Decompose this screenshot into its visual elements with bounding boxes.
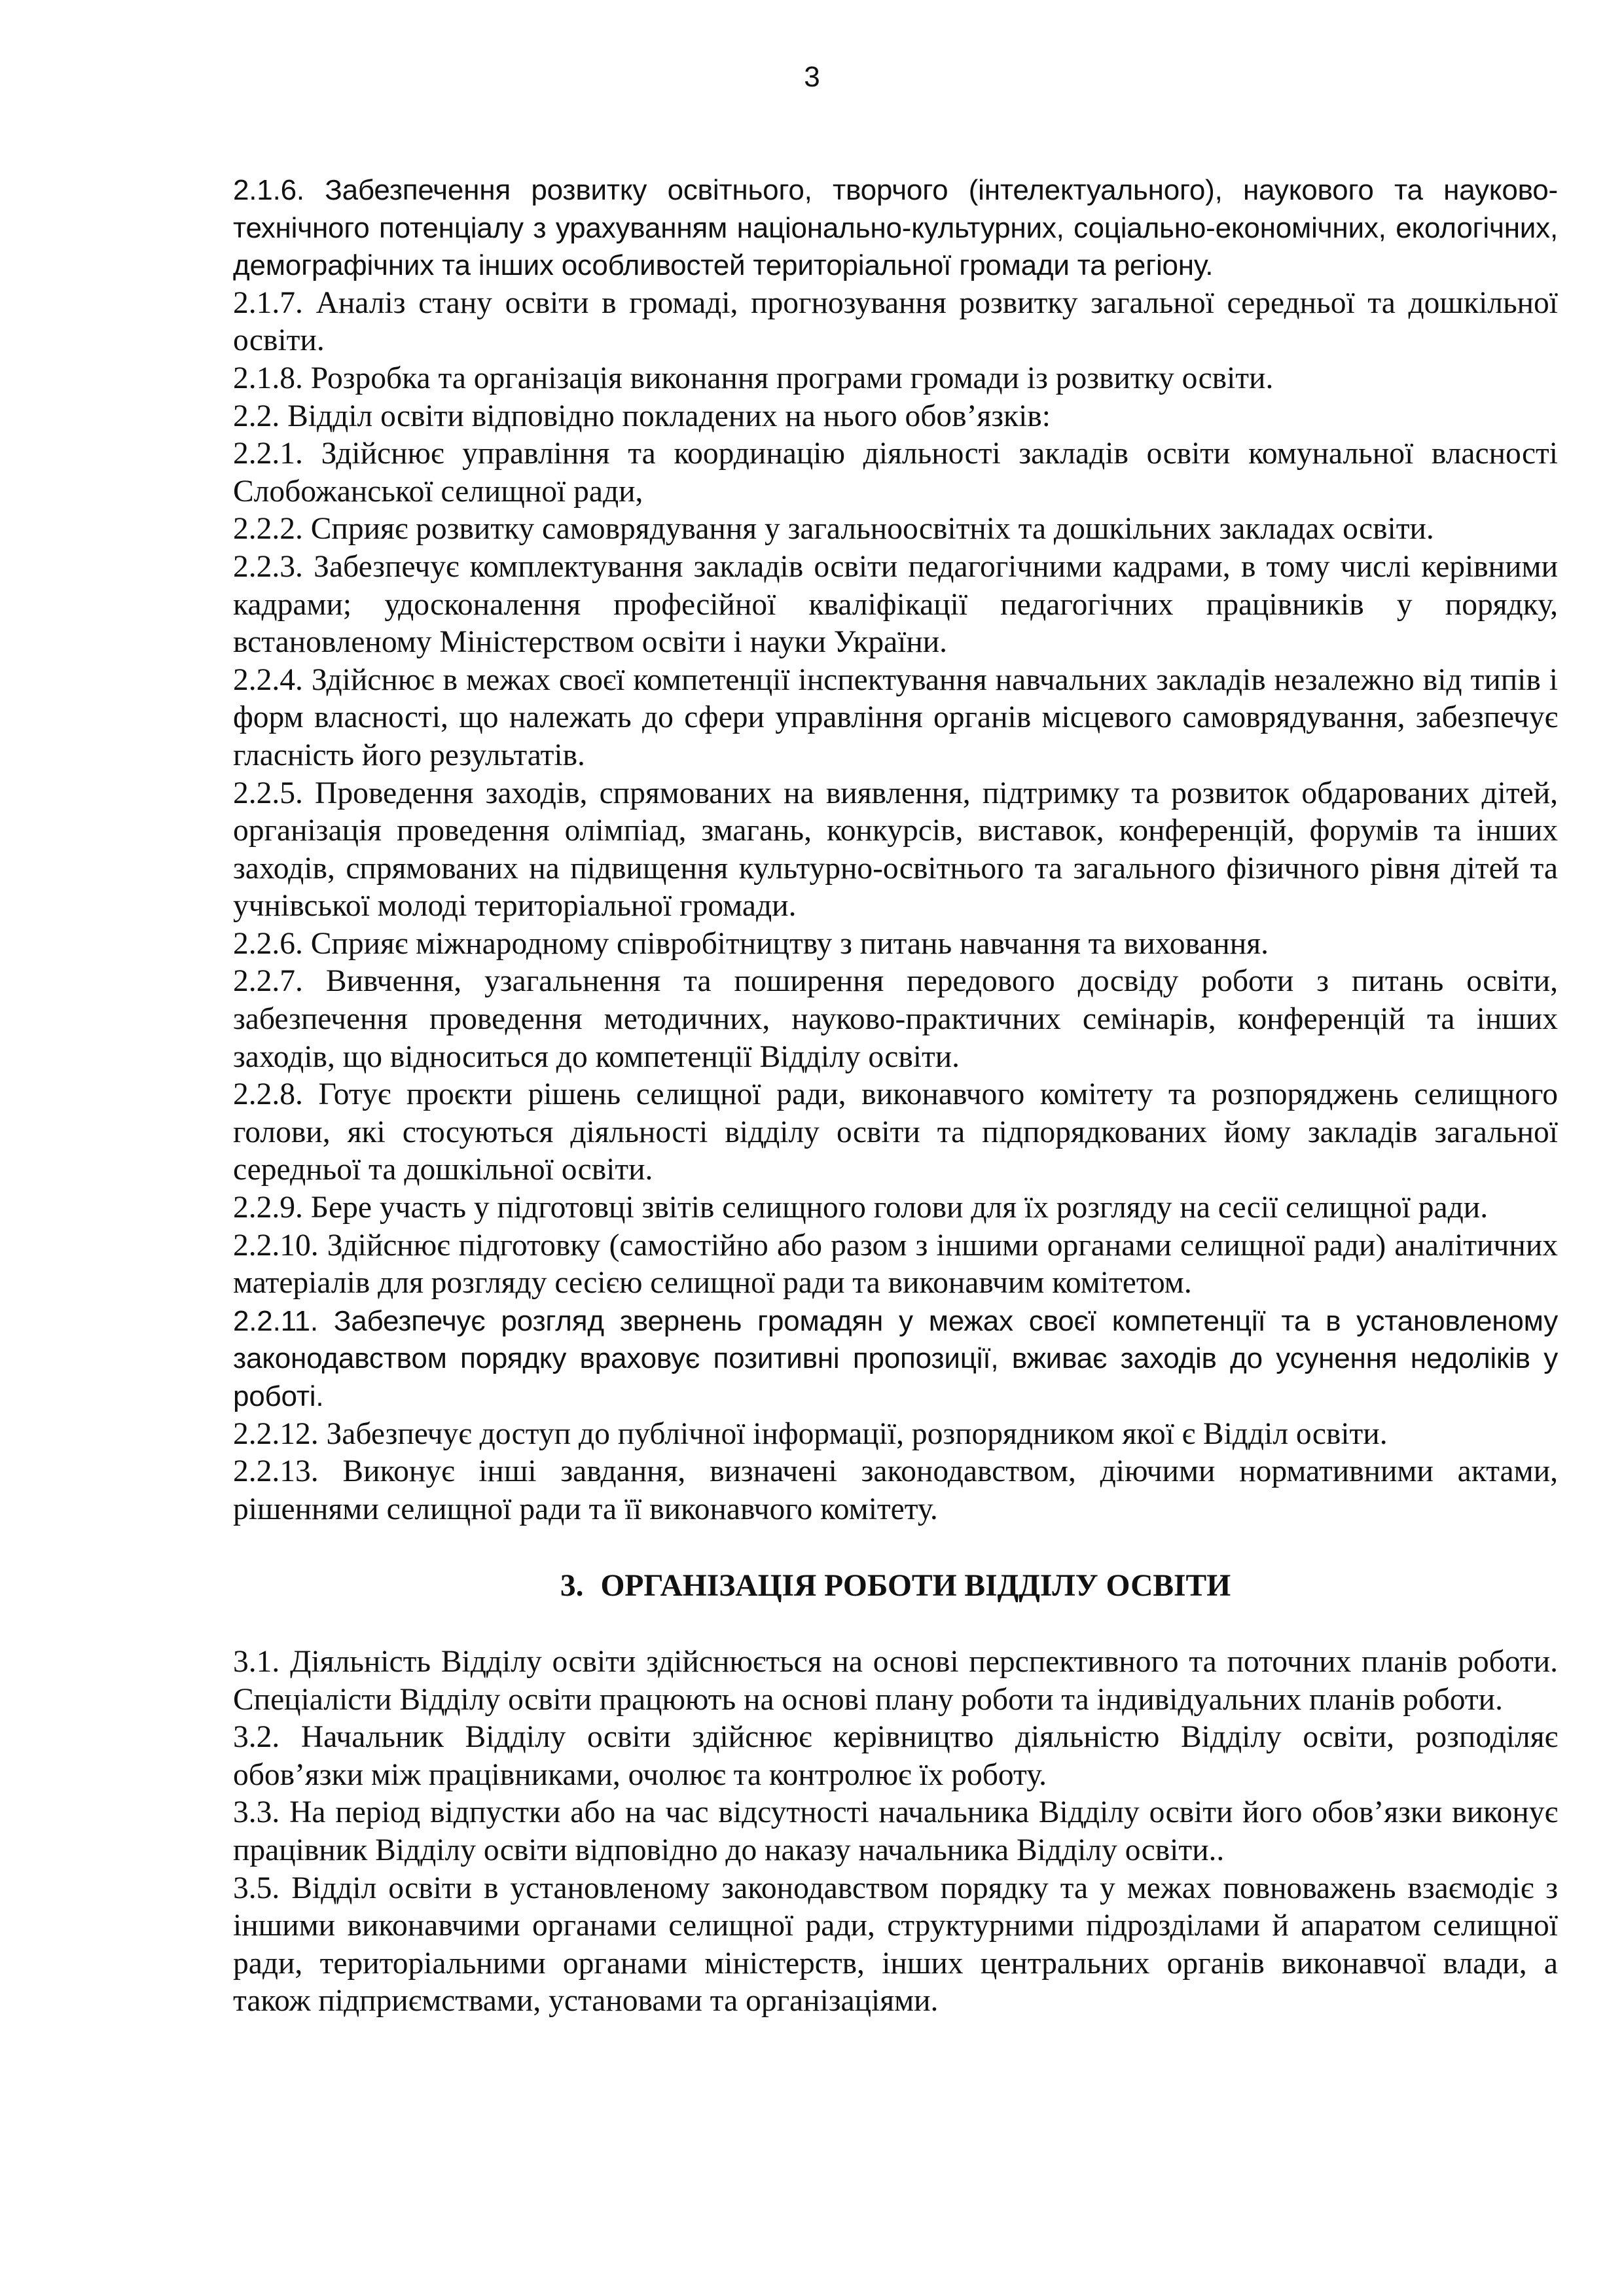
paragraph-2-2-11: 2.2.11. Забезпечує розгляд звернень громадян у межах своєї компетенції та в установленому законодавством порядку враховує позитивні пропозиції, вживає заходів до усунення недоліків у роботі. [233, 1304, 1558, 1412]
paragraph-2-1-7: 2.1.7. Аналіз стану освіти в громаді, прогнозування розвитку загальної середньої та дошкільної освіти. [233, 285, 1558, 358]
paragraph-3-5: 3.5. Відділ освіти в установленому законодавством порядку та у межах повноважень взаємодіє з іншими виконавчими органами селищної ради, структурними підрозділами й апаратом селищної ради, територіальними органами міністерств, інших центральних органів виконавчої влади, а також підприємствами, установами та організаціями. [233, 1871, 1558, 2018]
paragraph-2-2-10: 2.2.10. Здійснює підготовку (самостійно або разом з іншими органами селищної ради) аналітичних матеріалів для розгляду сесією селищної ради та виконавчим комітетом. [233, 1228, 1558, 1300]
paragraph-2-2: 2.2. Відділ освіти відповідно покладених на нього обов’язків: [233, 399, 1051, 433]
document-body [233, 171, 1558, 2020]
paragraph-2-2-3: 2.2.3. Забезпечує комплектування закладів освіти педагогічними кадрами, в тому числі керівними кадрами; удосконалення професійної кваліфікації педагогічних працівників у порядку, встановленому Міністерством освіти і науки України. [233, 549, 1558, 660]
paragraph-2-2-6: 2.2.6. Сприяє міжнародному співробітництву з питань навчання та виховання. [233, 926, 1269, 961]
paragraph-2-2-8: 2.2.8. Готує проєкти рішень селищної ради, виконавчого комітету та розпоряджень селищного голови, які стосуються діяльності відділу освіти та підпорядкованих йому закладів загальної середньої та дошкільної освіти. [233, 1077, 1558, 1187]
paragraph-2-1-8: 2.1.8. Розробка та організація виконання програми громади із розвитку освіти. [233, 361, 1274, 395]
page-number: 3 [804, 61, 820, 93]
paragraph-2-1-6: 2.1.6. Забезпечення розвитку освітнього, творчого (інтелектуального), наукового та науково-технічного потенціалу з урахуванням національно-культурних, соціально-економічних, екологічних, демографічних та інших особливостей територіальної громади та регіону. [233, 174, 1558, 282]
paragraph-2-2-2: 2.2.2. Сприяє розвитку самоврядування у загальноосвітніх та дошкільних закладах освіти. [233, 512, 1434, 547]
paragraph-2-2-4: 2.2.4. Здійснює в межах своєї компетенції інспектування навчальних закладів незалежно від типів і форм власності, що належать до сфери управління органів місцевого самоврядування, забезпечує гласність його результатів. [233, 662, 1558, 772]
paragraph-2-2-7: 2.2.7. Вивчення, узагальнення та поширення передового досвіду роботи з питань освіти, забезпечення проведення методичних, науково-практичних семінарів, конференцій та інших заходів, що відноситься до компетенції Відділу освіти. [233, 964, 1558, 1074]
paragraph-3-1: 3.1. Діяльність Відділу освіти здійснюється на основі перспективного та поточних планів роботи. Спеціалісти Відділу освіти працюють на основі плану роботи та індивідуальних планів роботи. [233, 1644, 1558, 1717]
section-3-heading [233, 1568, 1558, 1605]
paragraph-2-2-12: 2.2.12. Забезпечує доступ до публічної інформації, розпорядником якої є Відділ освіти. [233, 1416, 1388, 1451]
paragraph-2-2-13: 2.2.13. Виконує інші завдання, визначені законодавством, діючими нормативними актами, рішеннями селищної ради та її виконавчого комітету. [233, 1454, 1558, 1526]
section-3-number: 3. [560, 1569, 584, 1604]
paragraph-3-3: 3.3. На період відпустки або на час відсутності начальника Відділу освіти його обов’язки виконує працівник Відділу освіти відповідно до наказу начальника Відділу освіти.. [233, 1795, 1558, 1867]
paragraph-2-2-9: 2.2.9. Бере участь у підготовці звітів селищного голови для їх розгляду на сесії селищної ради. [233, 1191, 1489, 1225]
paragraph-2-2-1: 2.2.1. Здійснює управління та координацію діяльності закладів освіти комунальної власності Слобожанської селищної ради, [233, 437, 1558, 509]
paragraph-3-2: 3.2. Начальник Відділу освіти здійснює керівництво діяльністю Відділу освіти, розподіляє обов’язки між працівниками, очолює та контролює їх роботу. [233, 1720, 1558, 1792]
section-3-title: ОРГАНІЗАЦІЯ РОБОТИ ВІДДІЛУ ОСВІТИ [600, 1569, 1231, 1604]
paragraph-2-2-5: 2.2.5. Проведення заходів, спрямованих на виявлення, підтримку та розвиток обдарованих дітей, організація проведення олімпіад, змагань, конкурсів, виставок, конференцій, форумів та інших заходів, спрямованих на підвищення культурно-освітнього та загального фізичного рівня дітей та учнівської молоді територіальної громади. [233, 776, 1558, 924]
